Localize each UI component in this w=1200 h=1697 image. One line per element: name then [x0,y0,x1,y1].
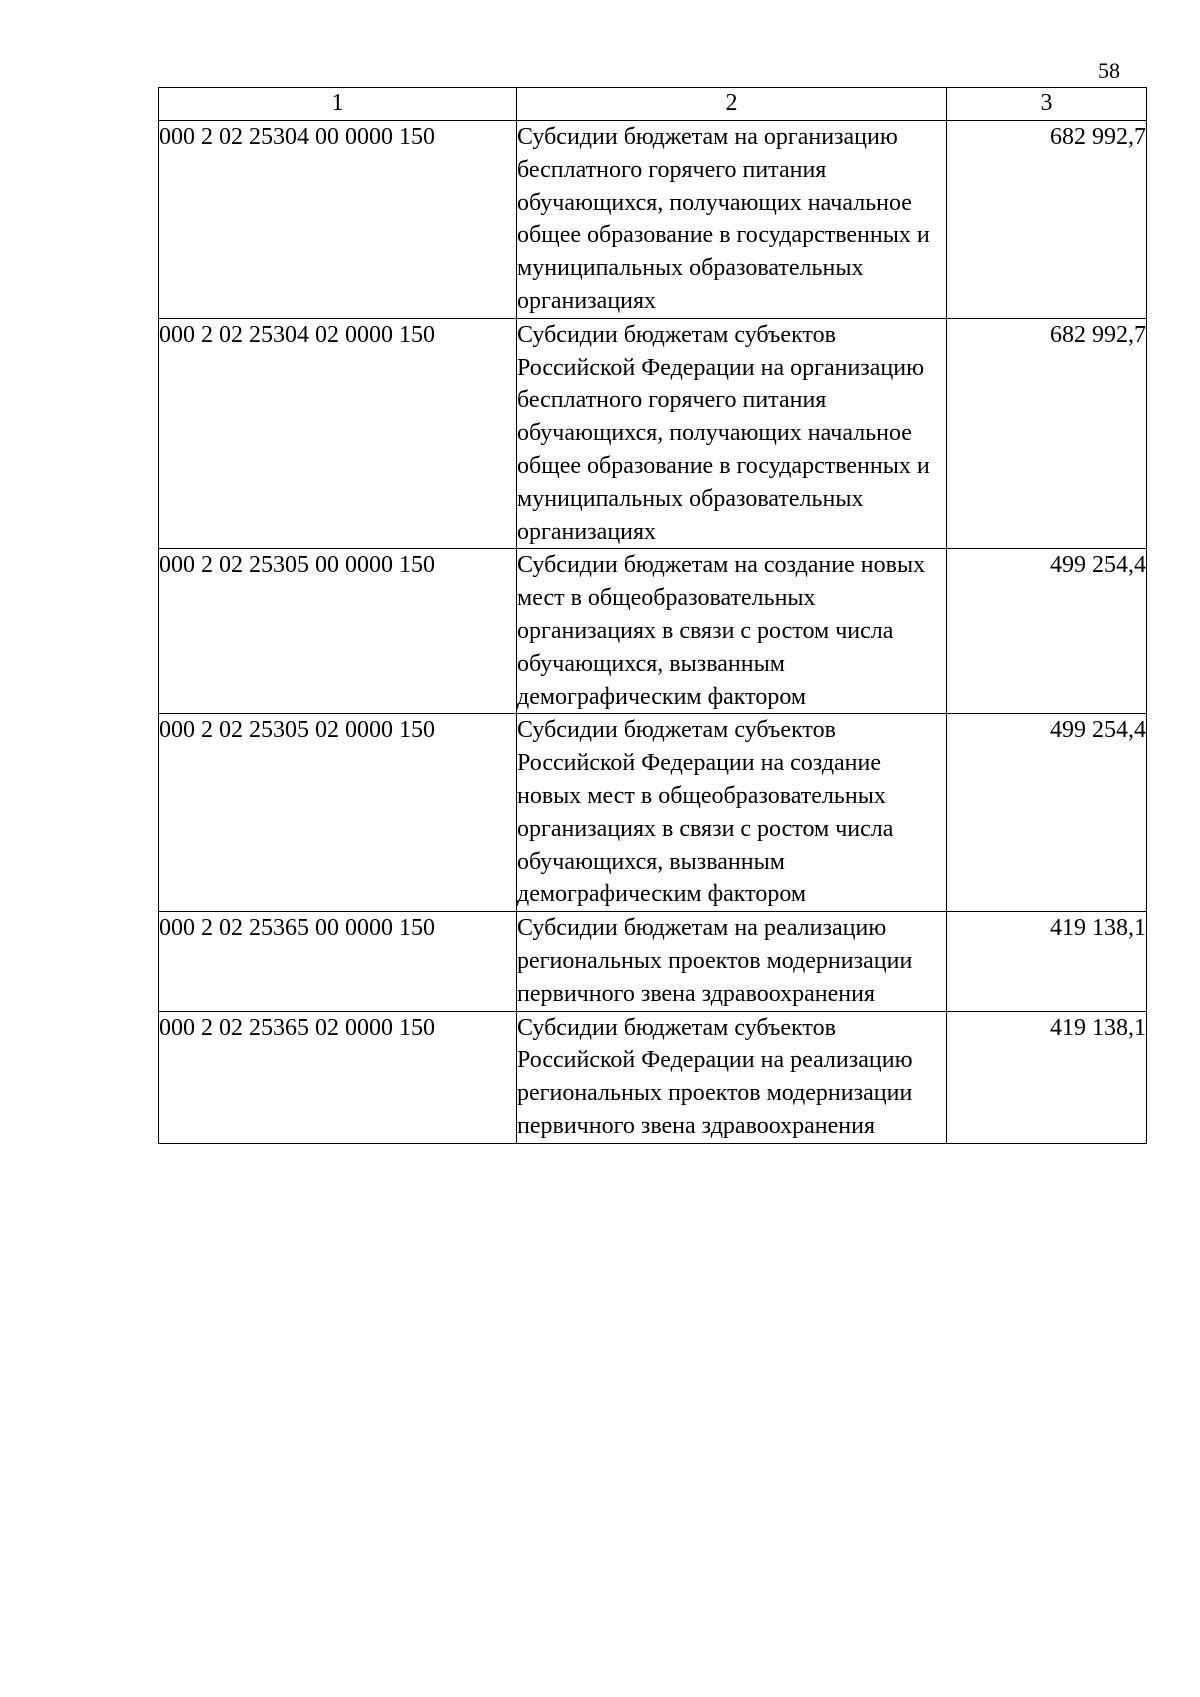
budget-code: 000 2 02 25305 00 0000 150 [159,549,517,714]
amount: 499 254,4 [947,549,1147,714]
page-number: 58 [1098,58,1120,83]
column-header-3: 3 [947,88,1147,121]
table-row [159,549,1147,714]
table-row [159,121,1147,319]
budget-table [158,87,1147,1144]
table-row [159,318,1147,549]
income-name: Субсидии бюджетам субъектов Российской Федерации на реализацию региональных проектов модернизации первичного звена здравоохранения [517,1011,947,1143]
table-row [159,912,1147,1011]
income-name: Субсидии бюджетам субъектов Российской Федерации на создание новых мест в общеобразовательных организациях в связи с ростом числа обучающихся, вызванным демографическим фактором [517,714,947,912]
budget-code: 000 2 02 25304 00 0000 150 [159,121,517,319]
income-name: Субсидии бюджетам субъектов Российской Федерации на организацию бесплатного горячего питания обучающихся, получающих начальное общее образование в государственных и муниципальных образовательных организациях [517,318,947,549]
budget-code: 000 2 02 25365 00 0000 150 [159,912,517,1011]
income-name: Субсидии бюджетам на реализацию региональных проектов модернизации первичного звена здравоохранения [517,912,947,1011]
amount: 499 254,4 [947,714,1147,912]
table-row [159,714,1147,912]
income-name: Субсидии бюджетам на организацию бесплатного горячего питания обучающихся, получающих начальное общее образование в государственных и муниципальных образовательных организациях [517,121,947,319]
column-header-1: 1 [159,88,517,121]
budget-code: 000 2 02 25304 02 0000 150 [159,318,517,549]
table-row [159,1011,1147,1143]
income-name: Субсидии бюджетам на создание новых мест в общеобразовательных организациях в связи с ростом числа обучающихся, вызванным демографическим фактором [517,549,947,714]
amount: 682 992,7 [947,318,1147,549]
budget-code: 000 2 02 25365 02 0000 150 [159,1011,517,1143]
amount: 419 138,1 [947,912,1147,1011]
header-row [159,88,1147,121]
amount: 682 992,7 [947,121,1147,319]
column-header-2: 2 [517,88,947,121]
budget-code: 000 2 02 25305 02 0000 150 [159,714,517,912]
amount: 419 138,1 [947,1011,1147,1143]
